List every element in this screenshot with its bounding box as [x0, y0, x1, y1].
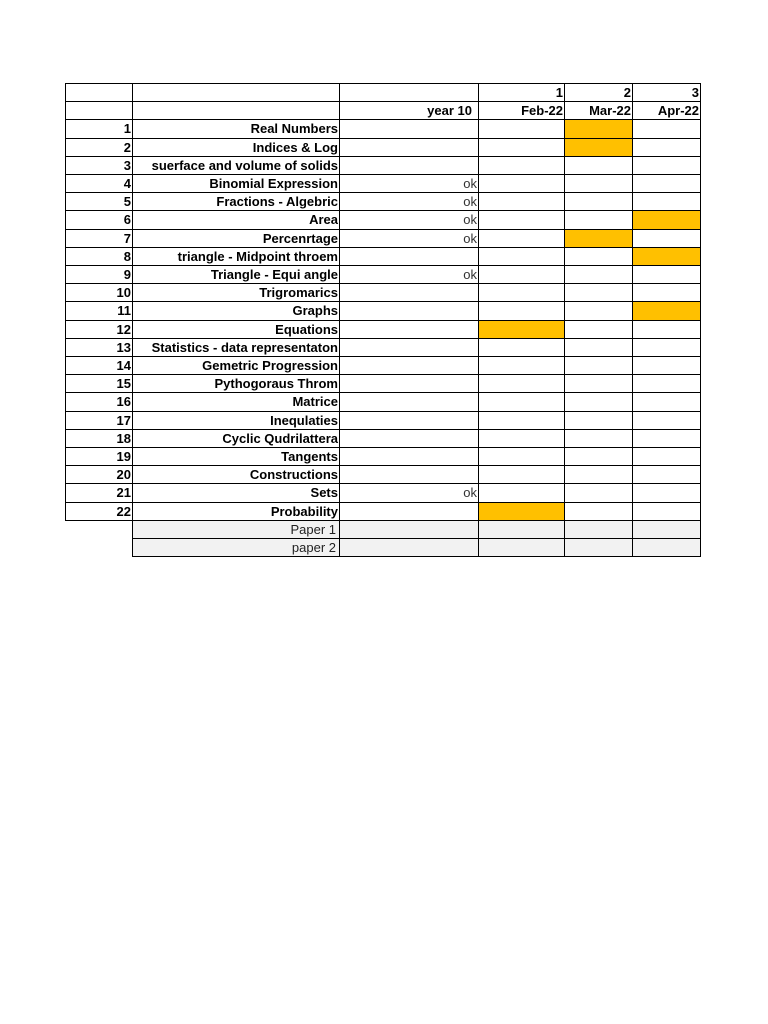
header-col-number: 3 [632, 83, 701, 102]
month-cell [564, 447, 633, 466]
month-cell [564, 174, 633, 193]
month-cell [632, 119, 701, 138]
month-cell [564, 301, 633, 320]
month-cell [564, 156, 633, 175]
month-cell [478, 447, 565, 466]
topic-number: 13 [65, 338, 133, 357]
month-cell-scheduled [632, 210, 701, 229]
month-cell [564, 374, 633, 393]
topic-year10-status [339, 156, 479, 175]
month-cell [478, 301, 565, 320]
topic-name: Statistics - data representaton [132, 338, 340, 357]
topic-name: Pythogoraus Throm [132, 374, 340, 393]
month-cell [564, 392, 633, 411]
month-cell [632, 356, 701, 375]
topic-number: 12 [65, 320, 133, 339]
paper-cell [478, 520, 565, 539]
month-cell [564, 483, 633, 502]
topic-year10-status [339, 356, 479, 375]
month-cell [478, 247, 565, 266]
topic-number: 2 [65, 138, 133, 157]
topic-name: Binomial Expression [132, 174, 340, 193]
topic-year10-status [339, 429, 479, 448]
topic-year10-status [339, 338, 479, 357]
topic-name: Equations [132, 320, 340, 339]
month-cell [478, 283, 565, 302]
month-cell [478, 392, 565, 411]
topic-number: 18 [65, 429, 133, 448]
header-col-number: 2 [564, 83, 633, 102]
topic-name: triangle - Midpoint throem [132, 247, 340, 266]
topic-name: Indices & Log [132, 138, 340, 157]
month-cell [632, 174, 701, 193]
month-cell [564, 192, 633, 211]
paper-label: paper 2 [132, 538, 340, 557]
topic-year10-status: ok [339, 229, 479, 248]
month-cell [564, 465, 633, 484]
month-cell [564, 247, 633, 266]
month-cell [632, 229, 701, 248]
month-cell [632, 483, 701, 502]
month-cell [478, 374, 565, 393]
topic-name: Percenrtage [132, 229, 340, 248]
month-cell [632, 156, 701, 175]
month-cell [478, 338, 565, 357]
topic-name: Area [132, 210, 340, 229]
topic-number: 15 [65, 374, 133, 393]
month-cell [478, 174, 565, 193]
header-top-blank-c [339, 83, 479, 102]
topic-name: Triangle - Equi angle [132, 265, 340, 284]
month-cell [632, 192, 701, 211]
topic-number: 17 [65, 411, 133, 430]
month-cell [564, 338, 633, 357]
month-cell [564, 411, 633, 430]
topic-year10-status [339, 138, 479, 157]
month-cell [632, 429, 701, 448]
header-year: year 10 [339, 101, 479, 120]
topic-number: 3 [65, 156, 133, 175]
month-cell [478, 192, 565, 211]
month-cell [478, 429, 565, 448]
month-cell [564, 320, 633, 339]
month-cell [632, 338, 701, 357]
month-cell [564, 283, 633, 302]
month-cell-scheduled [564, 119, 633, 138]
header-top-blank-b [132, 83, 340, 102]
month-cell [478, 119, 565, 138]
month-cell [478, 229, 565, 248]
topic-name: Fractions - Algebric [132, 192, 340, 211]
month-cell [632, 374, 701, 393]
topic-name: Tangents [132, 447, 340, 466]
month-cell [632, 265, 701, 284]
topic-year10-status [339, 411, 479, 430]
topic-number: 8 [65, 247, 133, 266]
topic-year10-status: ok [339, 174, 479, 193]
month-cell [564, 502, 633, 521]
topic-name: Matrice [132, 392, 340, 411]
topic-name: Sets [132, 483, 340, 502]
paper-cell [478, 538, 565, 557]
month-cell [564, 265, 633, 284]
month-cell-scheduled [478, 320, 565, 339]
paper-cell [632, 520, 701, 539]
topic-year10-status [339, 320, 479, 339]
topic-name: Real Numbers [132, 119, 340, 138]
month-cell [632, 447, 701, 466]
topic-year10-status [339, 283, 479, 302]
topic-name: suerface and volume of solids [132, 156, 340, 175]
topic-year10-status: ok [339, 210, 479, 229]
month-cell [478, 210, 565, 229]
header-month: Feb-22 [478, 101, 565, 120]
topic-number: 20 [65, 465, 133, 484]
topic-year10-status [339, 392, 479, 411]
month-cell [632, 411, 701, 430]
topic-name: Trigromarics [132, 283, 340, 302]
month-cell [632, 283, 701, 302]
header-blank-a [65, 101, 133, 120]
topic-number: 5 [65, 192, 133, 211]
month-cell [632, 320, 701, 339]
topic-year10-status [339, 447, 479, 466]
month-cell [478, 138, 565, 157]
paper-cell [339, 520, 479, 539]
paper-cell [632, 538, 701, 557]
header-month: Mar-22 [564, 101, 633, 120]
month-cell [564, 429, 633, 448]
topic-year10-status [339, 301, 479, 320]
month-cell-scheduled [632, 247, 701, 266]
month-cell [478, 156, 565, 175]
header-month: Apr-22 [632, 101, 701, 120]
topic-year10-status: ok [339, 483, 479, 502]
topic-number: 9 [65, 265, 133, 284]
topic-number: 10 [65, 283, 133, 302]
topic-name: Probability [132, 502, 340, 521]
month-cell-scheduled [478, 502, 565, 521]
topic-year10-status [339, 374, 479, 393]
topic-number: 21 [65, 483, 133, 502]
topic-number: 7 [65, 229, 133, 248]
topic-number: 16 [65, 392, 133, 411]
topic-year10-status [339, 119, 479, 138]
topic-name: Cyclic Qudrilattera [132, 429, 340, 448]
topic-name: Graphs [132, 301, 340, 320]
month-cell [632, 465, 701, 484]
topic-number: 11 [65, 301, 133, 320]
topic-number: 22 [65, 502, 133, 521]
month-cell [632, 138, 701, 157]
month-cell [632, 502, 701, 521]
month-cell [478, 483, 565, 502]
topic-year10-status [339, 465, 479, 484]
month-cell-scheduled [564, 229, 633, 248]
paper-cell [339, 538, 479, 557]
topic-number: 1 [65, 119, 133, 138]
topic-name: Gemetric Progression [132, 356, 340, 375]
topic-year10-status: ok [339, 192, 479, 211]
topic-name: Constructions [132, 465, 340, 484]
topic-number: 6 [65, 210, 133, 229]
header-blank-b [132, 101, 340, 120]
paper-cell [564, 520, 633, 539]
header-col-number: 1 [478, 83, 565, 102]
month-cell [478, 411, 565, 430]
month-cell [478, 465, 565, 484]
topic-number: 19 [65, 447, 133, 466]
month-cell [632, 392, 701, 411]
paper-cell [564, 538, 633, 557]
header-top-blank-a [65, 83, 133, 102]
month-cell [478, 265, 565, 284]
topic-year10-status [339, 502, 479, 521]
month-cell-scheduled [632, 301, 701, 320]
topic-number: 14 [65, 356, 133, 375]
month-cell [564, 210, 633, 229]
topic-year10-status [339, 247, 479, 266]
month-cell [564, 356, 633, 375]
topic-number: 4 [65, 174, 133, 193]
month-cell-scheduled [564, 138, 633, 157]
topic-year10-status: ok [339, 265, 479, 284]
paper-label: Paper 1 [132, 520, 340, 539]
month-cell [478, 356, 565, 375]
topic-name: Inequlaties [132, 411, 340, 430]
